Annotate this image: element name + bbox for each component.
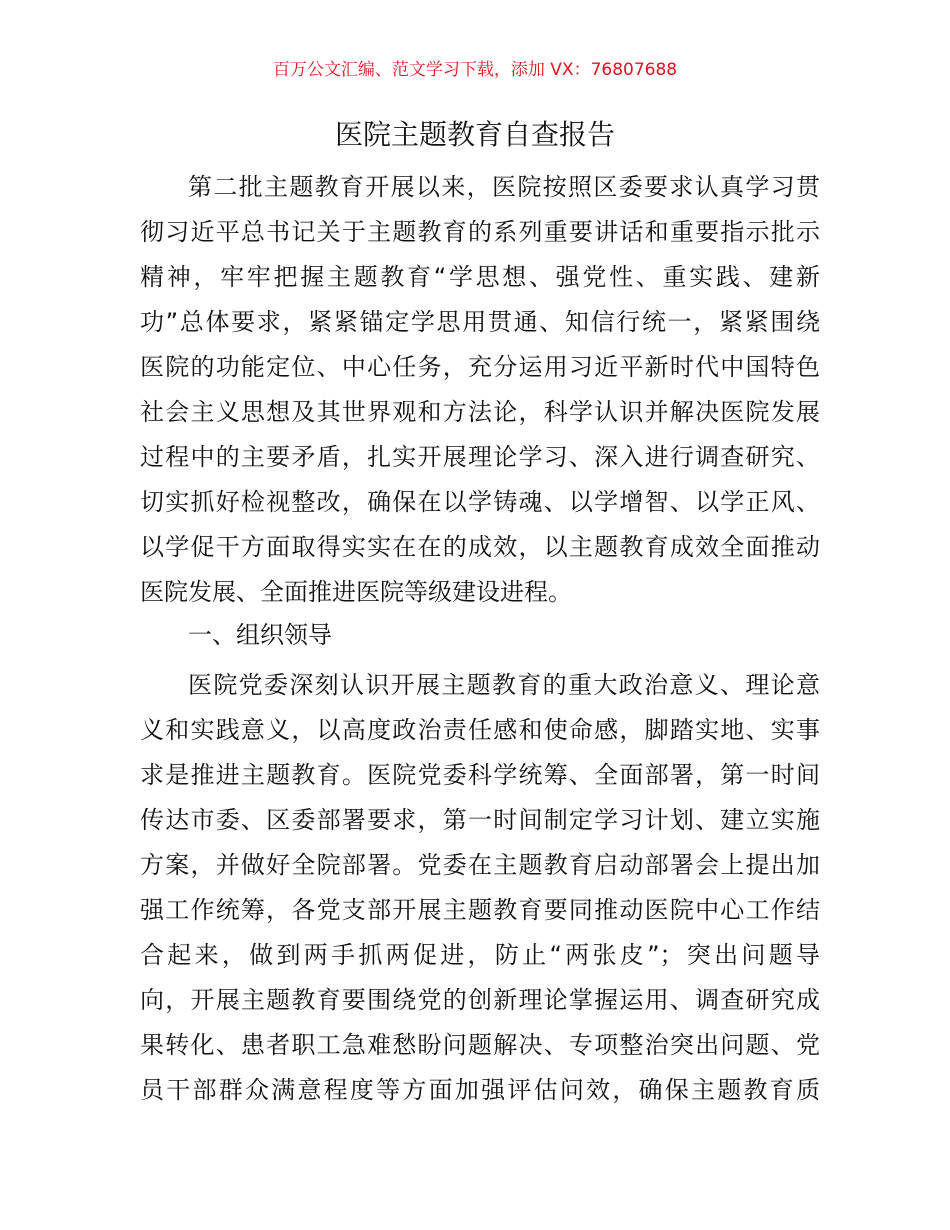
paragraph-intro bbox=[140, 165, 820, 615]
paragraph-line: 合起来，做到两手抓两促进，防止“两张皮”；突出问题导 bbox=[140, 941, 820, 969]
paragraph-line: 求是推进主题教育。医院党委科学统筹、全面部署，第一时间 bbox=[140, 761, 820, 789]
paragraph-organization bbox=[140, 663, 820, 1113]
paragraph-line: 医院的功能定位、中心任务，充分运用习近平新时代中国特色 bbox=[140, 353, 820, 381]
paragraph-line: 社会主义思想及其世界观和方法论，科学认识并解决医院发展 bbox=[140, 398, 820, 426]
document-title: 医院主题教育自查报告 bbox=[334, 118, 615, 151]
section-heading-organization bbox=[140, 613, 820, 658]
paragraph-line: 强工作统筹，各党支部开展主题教育要同推动医院中心工作结 bbox=[140, 896, 820, 924]
paragraph-line: 切实抓好检视整改，确保在以学铸魂、以学增智、以学正风、 bbox=[140, 488, 820, 516]
paragraph-line: 果转化、患者职工急难愁盼问题解决、专项整治突出问题、党 bbox=[140, 1031, 820, 1059]
paragraph-line: 精神，牢牢把握主题教育“学思想、强党性、重实践、建新 bbox=[140, 263, 820, 291]
paragraph-line: 传达市委、区委部署要求，第一时间制定学习计划、建立实施 bbox=[140, 806, 820, 834]
watermark-header: 百万公文汇编、范文学习下载，添加 VX：76807688 bbox=[272, 60, 678, 80]
paragraph-line: 彻习近平总书记关于主题教育的系列重要讲话和重要指示批示 bbox=[140, 218, 820, 246]
section-heading: 一、组织领导 bbox=[188, 621, 332, 649]
paragraph-line: 以学促干方面取得实实在在的成效，以主题教育成效全面推动 bbox=[140, 533, 820, 561]
paragraph-line: 方案，并做好全院部署。党委在主题教育启动部署会上提出加 bbox=[140, 851, 820, 879]
paragraph-line: 义和实践意义，以高度政治责任感和使命感，脚踏实地、实事 bbox=[140, 716, 820, 744]
paragraph-line: 第二批主题教育开展以来，医院按照区委要求认真学习贯 bbox=[188, 173, 820, 201]
paragraph-line: 过程中的主要矛盾，扎实开展理论学习、深入进行调查研究、 bbox=[140, 443, 820, 471]
paragraph-line: 功”总体要求，紧紧锚定学思用贯通、知信行统一，紧紧围绕 bbox=[140, 308, 820, 336]
paragraph-line: 医院党委深刻认识开展主题教育的重大政治意义、理论意 bbox=[188, 671, 820, 699]
paragraph-line: 向，开展主题教育要围绕党的创新理论掌握运用、调查研究成 bbox=[140, 986, 820, 1014]
paragraph-line: 员干部群众满意程度等方面加强评估问效，确保主题教育质 bbox=[140, 1076, 820, 1104]
paragraph-line: 医院发展、全面推进医院等级建设进程。 bbox=[140, 578, 572, 606]
